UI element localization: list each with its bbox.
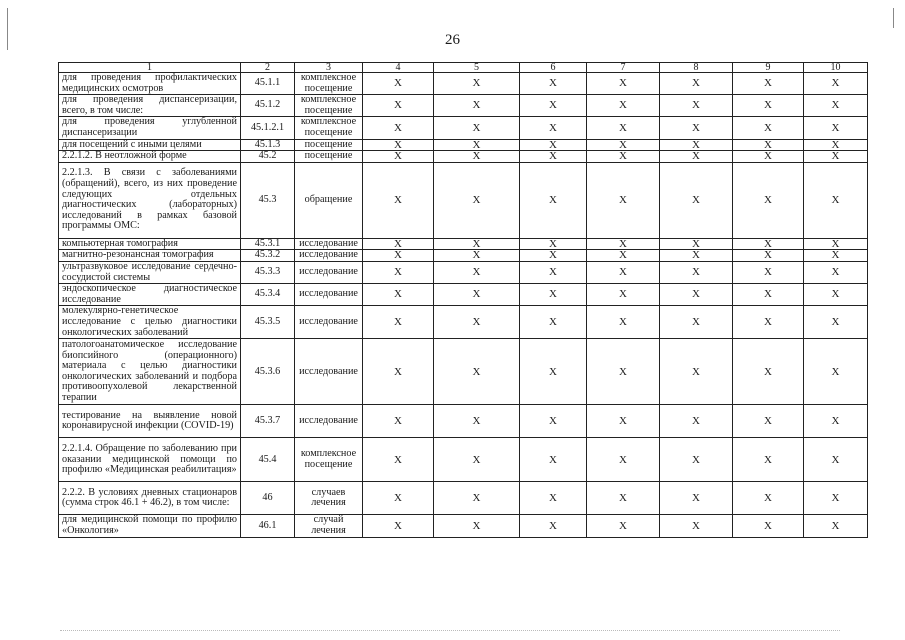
row-code: 45.3: [241, 162, 295, 238]
header-cell: 2: [241, 63, 295, 73]
value-cell: X: [804, 95, 868, 117]
row-code: 45.1.2.1: [241, 117, 295, 139]
value-cell: X: [804, 261, 868, 283]
row-code: 45.3.1: [241, 238, 295, 250]
value-cell: X: [520, 339, 587, 405]
row-unit: исследование: [295, 238, 363, 250]
header-cell: 10: [804, 63, 868, 73]
value-cell: X: [733, 250, 804, 262]
value-cell: X: [434, 117, 520, 139]
table-row: [59, 162, 868, 238]
value-cell: X: [434, 238, 520, 250]
value-cell: X: [733, 284, 804, 306]
row-code: 45.3.5: [241, 306, 295, 339]
row-name: для медицинской помощи по профилю «Онкология»: [59, 515, 241, 537]
row-name: компьютерная томография: [59, 238, 241, 250]
value-cell: X: [587, 162, 660, 238]
row-name: магнитно-резонансная томография: [59, 250, 241, 262]
value-cell: X: [804, 284, 868, 306]
row-name: эндоскопическое диагностическое исследование: [59, 284, 241, 306]
table-row: [59, 117, 868, 139]
row-code: 45.1.2: [241, 95, 295, 117]
value-cell: X: [434, 162, 520, 238]
value-cell: X: [363, 250, 434, 262]
value-cell: X: [434, 482, 520, 515]
value-cell: X: [363, 139, 434, 151]
table-row: [59, 261, 868, 283]
value-cell: X: [434, 438, 520, 482]
value-cell: X: [733, 482, 804, 515]
value-cell: X: [660, 162, 733, 238]
value-cell: X: [363, 151, 434, 163]
value-cell: X: [363, 306, 434, 339]
value-cell: X: [587, 95, 660, 117]
value-cell: X: [587, 117, 660, 139]
value-cell: X: [587, 139, 660, 151]
value-cell: X: [733, 139, 804, 151]
value-cell: X: [660, 73, 733, 95]
table-row: [59, 139, 868, 151]
value-cell: X: [733, 405, 804, 438]
value-cell: X: [660, 139, 733, 151]
row-code: 46.1: [241, 515, 295, 537]
page-number: 26: [445, 32, 460, 48]
row-unit: исследование: [295, 339, 363, 405]
row-name: патологоанатомическое исследование биопсийного (операционного) материала с целью диагностики онкологических заболеваний и подбора противоопухолевой лекарственной терапии: [59, 339, 241, 405]
value-cell: X: [363, 515, 434, 537]
value-cell: X: [434, 306, 520, 339]
value-cell: X: [520, 162, 587, 238]
value-cell: X: [587, 238, 660, 250]
value-cell: X: [587, 339, 660, 405]
value-cell: X: [804, 162, 868, 238]
row-unit: комплексное посещение: [295, 117, 363, 139]
scan-edge-right: [893, 8, 894, 28]
value-cell: X: [804, 238, 868, 250]
row-name: для проведения профилактических медицинских осмотров: [59, 73, 241, 95]
value-cell: X: [733, 438, 804, 482]
value-cell: X: [520, 405, 587, 438]
value-cell: X: [660, 306, 733, 339]
value-cell: X: [660, 238, 733, 250]
value-cell: X: [660, 151, 733, 163]
row-code: 46: [241, 482, 295, 515]
table-row: [59, 73, 868, 95]
value-cell: X: [804, 339, 868, 405]
row-unit: посещение: [295, 151, 363, 163]
value-cell: X: [520, 284, 587, 306]
scan-bottom-edge: [60, 630, 840, 632]
row-code: 45.3.2: [241, 250, 295, 262]
value-cell: X: [520, 515, 587, 537]
value-cell: X: [587, 261, 660, 283]
value-cell: X: [520, 438, 587, 482]
value-cell: X: [434, 250, 520, 262]
row-unit: исследование: [295, 405, 363, 438]
value-cell: X: [363, 339, 434, 405]
row-unit: посещение: [295, 139, 363, 151]
row-name: 2.2.1.4. Обращение по заболеванию при оказании медицинской помощи по профилю «Медицинская реабилитация»: [59, 438, 241, 482]
row-name: для посещений с иными целями: [59, 139, 241, 151]
row-name: 2.2.1.2. В неотложной форме: [59, 151, 241, 163]
row-code: 45.3.7: [241, 405, 295, 438]
value-cell: X: [434, 261, 520, 283]
value-cell: X: [587, 250, 660, 262]
value-cell: X: [660, 339, 733, 405]
value-cell: X: [733, 117, 804, 139]
row-code: 45.1.3: [241, 139, 295, 151]
row-name: ультразвуковое исследование сердечно-сосудистой системы: [59, 261, 241, 283]
table-row: [59, 284, 868, 306]
value-cell: X: [434, 95, 520, 117]
value-cell: X: [434, 151, 520, 163]
value-cell: X: [520, 151, 587, 163]
value-cell: X: [733, 73, 804, 95]
table-row: [59, 95, 868, 117]
row-code: 45.3.3: [241, 261, 295, 283]
table-row: [59, 405, 868, 438]
header-cell: 5: [434, 63, 520, 73]
value-cell: X: [363, 482, 434, 515]
header-cell: 4: [363, 63, 434, 73]
value-cell: X: [434, 284, 520, 306]
value-cell: X: [520, 306, 587, 339]
header-cell: 3: [295, 63, 363, 73]
value-cell: X: [660, 250, 733, 262]
row-code: 45.4: [241, 438, 295, 482]
header-cell: 1: [59, 63, 241, 73]
row-name: тестирование на выявление новой коронавирусной инфекции (COVID-19): [59, 405, 241, 438]
header-row: [59, 63, 868, 73]
value-cell: X: [520, 482, 587, 515]
value-cell: X: [733, 151, 804, 163]
value-cell: X: [804, 250, 868, 262]
row-code: 45.2: [241, 151, 295, 163]
row-name: для проведения углубленной диспансеризации: [59, 117, 241, 139]
row-name: 2.2.1.3. В связи с заболеваниями (обращений), всего, из них проведение следующих отдельных диагностических (лабораторных) исследований в рамках базовой программы ОМС:: [59, 162, 241, 238]
row-unit: исследование: [295, 306, 363, 339]
value-cell: X: [660, 405, 733, 438]
value-cell: X: [660, 95, 733, 117]
row-unit: исследование: [295, 261, 363, 283]
value-cell: X: [660, 438, 733, 482]
value-cell: X: [733, 261, 804, 283]
row-unit: обращение: [295, 162, 363, 238]
value-cell: X: [733, 162, 804, 238]
value-cell: X: [660, 284, 733, 306]
value-cell: X: [520, 250, 587, 262]
value-cell: X: [733, 306, 804, 339]
row-unit: исследование: [295, 284, 363, 306]
value-cell: X: [434, 73, 520, 95]
value-cell: X: [804, 515, 868, 537]
value-cell: X: [804, 438, 868, 482]
value-cell: X: [804, 306, 868, 339]
row-name: для проведения диспансеризации, всего, в том числе:: [59, 95, 241, 117]
value-cell: X: [587, 284, 660, 306]
value-cell: X: [660, 117, 733, 139]
value-cell: X: [587, 306, 660, 339]
value-cell: X: [804, 73, 868, 95]
value-cell: X: [520, 238, 587, 250]
value-cell: X: [363, 438, 434, 482]
value-cell: X: [660, 482, 733, 515]
value-cell: X: [587, 515, 660, 537]
header-cell: 9: [733, 63, 804, 73]
header-cell: 6: [520, 63, 587, 73]
value-cell: X: [520, 117, 587, 139]
value-cell: X: [660, 515, 733, 537]
value-cell: X: [520, 139, 587, 151]
header-cell: 7: [587, 63, 660, 73]
table-row: [59, 238, 868, 250]
row-code: 45.3.6: [241, 339, 295, 405]
value-cell: X: [660, 261, 733, 283]
row-unit: комплексное посещение: [295, 95, 363, 117]
row-unit: случай лечения: [295, 515, 363, 537]
table-row: [59, 482, 868, 515]
value-cell: X: [587, 438, 660, 482]
value-cell: X: [434, 339, 520, 405]
value-cell: X: [520, 95, 587, 117]
value-cell: X: [363, 284, 434, 306]
value-cell: X: [733, 95, 804, 117]
row-code: 45.3.4: [241, 284, 295, 306]
value-cell: X: [363, 238, 434, 250]
value-cell: X: [733, 515, 804, 537]
table-row: [59, 250, 868, 262]
value-cell: X: [804, 139, 868, 151]
value-cell: X: [434, 139, 520, 151]
value-cell: X: [587, 151, 660, 163]
value-cell: X: [804, 151, 868, 163]
value-cell: X: [587, 482, 660, 515]
row-unit: исследование: [295, 250, 363, 262]
row-name: 2.2.2. В условиях дневных стационаров (сумма строк 46.1 + 46.2), в том числе:: [59, 482, 241, 515]
value-cell: X: [363, 405, 434, 438]
value-cell: X: [520, 261, 587, 283]
table-row: [59, 339, 868, 405]
value-cell: X: [733, 238, 804, 250]
table-row: [59, 151, 868, 163]
value-cell: X: [363, 261, 434, 283]
row-unit: случаев лечения: [295, 482, 363, 515]
row-unit: комплексное посещение: [295, 438, 363, 482]
value-cell: X: [520, 73, 587, 95]
value-cell: X: [804, 482, 868, 515]
value-cell: X: [363, 117, 434, 139]
header-cell: 8: [660, 63, 733, 73]
table-row: [59, 438, 868, 482]
row-unit: комплексное посещение: [295, 73, 363, 95]
value-cell: X: [804, 117, 868, 139]
value-cell: X: [587, 73, 660, 95]
value-cell: X: [363, 95, 434, 117]
value-cell: X: [587, 405, 660, 438]
table-row: [59, 515, 868, 537]
row-code: 45.1.1: [241, 73, 295, 95]
value-cell: X: [434, 405, 520, 438]
row-name: молекулярно-генетическое исследование с целью диагностики онкологических заболеваний: [59, 306, 241, 339]
value-cell: X: [804, 405, 868, 438]
table-row: [59, 306, 868, 339]
value-cell: X: [363, 73, 434, 95]
value-cell: X: [363, 162, 434, 238]
data-table: [58, 62, 868, 538]
value-cell: X: [733, 339, 804, 405]
value-cell: X: [434, 515, 520, 537]
